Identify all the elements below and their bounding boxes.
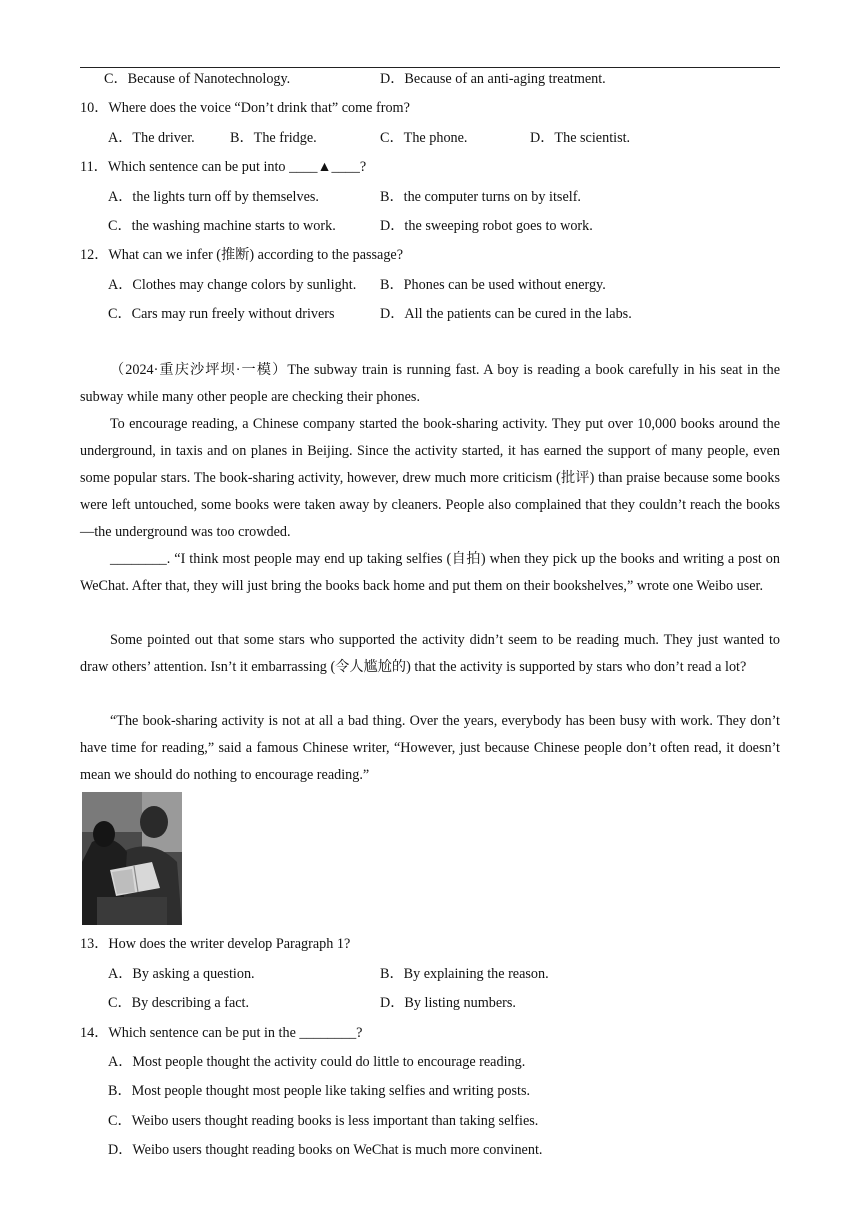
q11-option-a: A．the lights turn off by themselves. <box>108 189 319 205</box>
q12-option-c: C．Cars may run freely without drivers <box>108 306 335 322</box>
q12-option-d: D．All the patients can be cured in the labs. <box>380 306 632 322</box>
passage-paragraph-4: Some pointed out that some stars who supported the activity didn’t seem to be reading much. They just wanted to draw others’ attention. Isn’t it embarrassing (令人尴尬的) that the activity is supported by stars who don’t read a lot? <box>80 632 780 675</box>
q13-option-a: A．By asking a question. <box>108 966 255 982</box>
q11-stem: 11．Which sentence can be put into ____▲____? <box>80 159 367 175</box>
q11-option-c: C．the washing machine starts to work. <box>108 218 336 234</box>
q9-option-d: D．Because of an anti-aging treatment. <box>380 71 606 87</box>
q10-option-c: C．The phone. <box>380 130 468 146</box>
q12-option-b: B．Phones can be used without energy. <box>380 277 606 293</box>
q13-stem: 13．How does the writer develop Paragraph 1? <box>80 936 351 952</box>
q14-option-b: B．Most people thought most people like taking selfies and writing posts. <box>108 1083 531 1099</box>
passage-paragraph-5: “The book-sharing activity is not at all a bad thing. Over the years, everybody has been busy with work. They don’t have time for reading,” said a famous Chinese writer, “However, just because Chinese people don’t often read, it doesn’t mean we should do nothing to encourage reading.” <box>80 713 780 783</box>
q10-option-d: D．The scientist. <box>530 130 631 146</box>
q14-option-c: C．Weibo users thought reading books is less important than taking selfies. <box>108 1113 539 1129</box>
q11-option-d: D．the sweeping robot goes to work. <box>380 218 593 234</box>
q12-option-a: A．Clothes may change colors by sunlight. <box>108 277 357 293</box>
q13-option-b: B．By explaining the reason. <box>380 966 549 982</box>
header-rule <box>80 67 780 68</box>
q11-option-b: B．the computer turns on by itself. <box>380 189 581 205</box>
passage-paragraph-3: ________. “I think most people may end up taking selfies (自拍) when they pick up the books and writing a post on WeChat. After that, they will just bring the books back home and put them on their bookshelves,” wrote one Weibo user. <box>80 551 780 594</box>
q9-option-c: C．Because of Nanotechnology. <box>104 71 291 87</box>
q10-option-a: A．The driver. <box>108 130 195 146</box>
q14-option-a: A．Most people thought the activity could do little to encourage reading. <box>108 1054 526 1070</box>
q14-option-d: D．Weibo users thought reading books on WeChat is much more convinent. <box>108 1142 543 1158</box>
q10-option-b: B．The fridge. <box>230 130 317 146</box>
subway-reading-photo <box>82 792 182 925</box>
q14-stem: 14．Which sentence can be put in the ________? <box>80 1025 363 1041</box>
q13-option-d: D．By listing numbers. <box>380 995 516 1011</box>
passage-paragraph-2: To encourage reading, a Chinese company started the book-sharing activity. They put over 10,000 books around the underground, in taxis and on planes in Beijing. Since the activity started, it has earned the support of many people, even some popular stars. The book-sharing activity, however, drew much more criticism (批评) than praise because some books were left untouched, some books were taken away by cleaners. People also complained that they couldn’t reach the books—the underground was too crowded. <box>80 416 780 540</box>
q13-option-c: C．By describing a fact. <box>108 995 250 1011</box>
q12-stem: 12．What can we infer (推断) according to the passage? <box>80 247 404 263</box>
q10-stem: 10．Where does the voice “Don’t drink that” come from? <box>80 100 410 116</box>
passage-paragraph-1: （2024·重庆沙坪坝·一模）The subway train is running fast. A boy is reading a book carefully in his seat in the subway while many other people are checking their phones. <box>80 362 780 405</box>
